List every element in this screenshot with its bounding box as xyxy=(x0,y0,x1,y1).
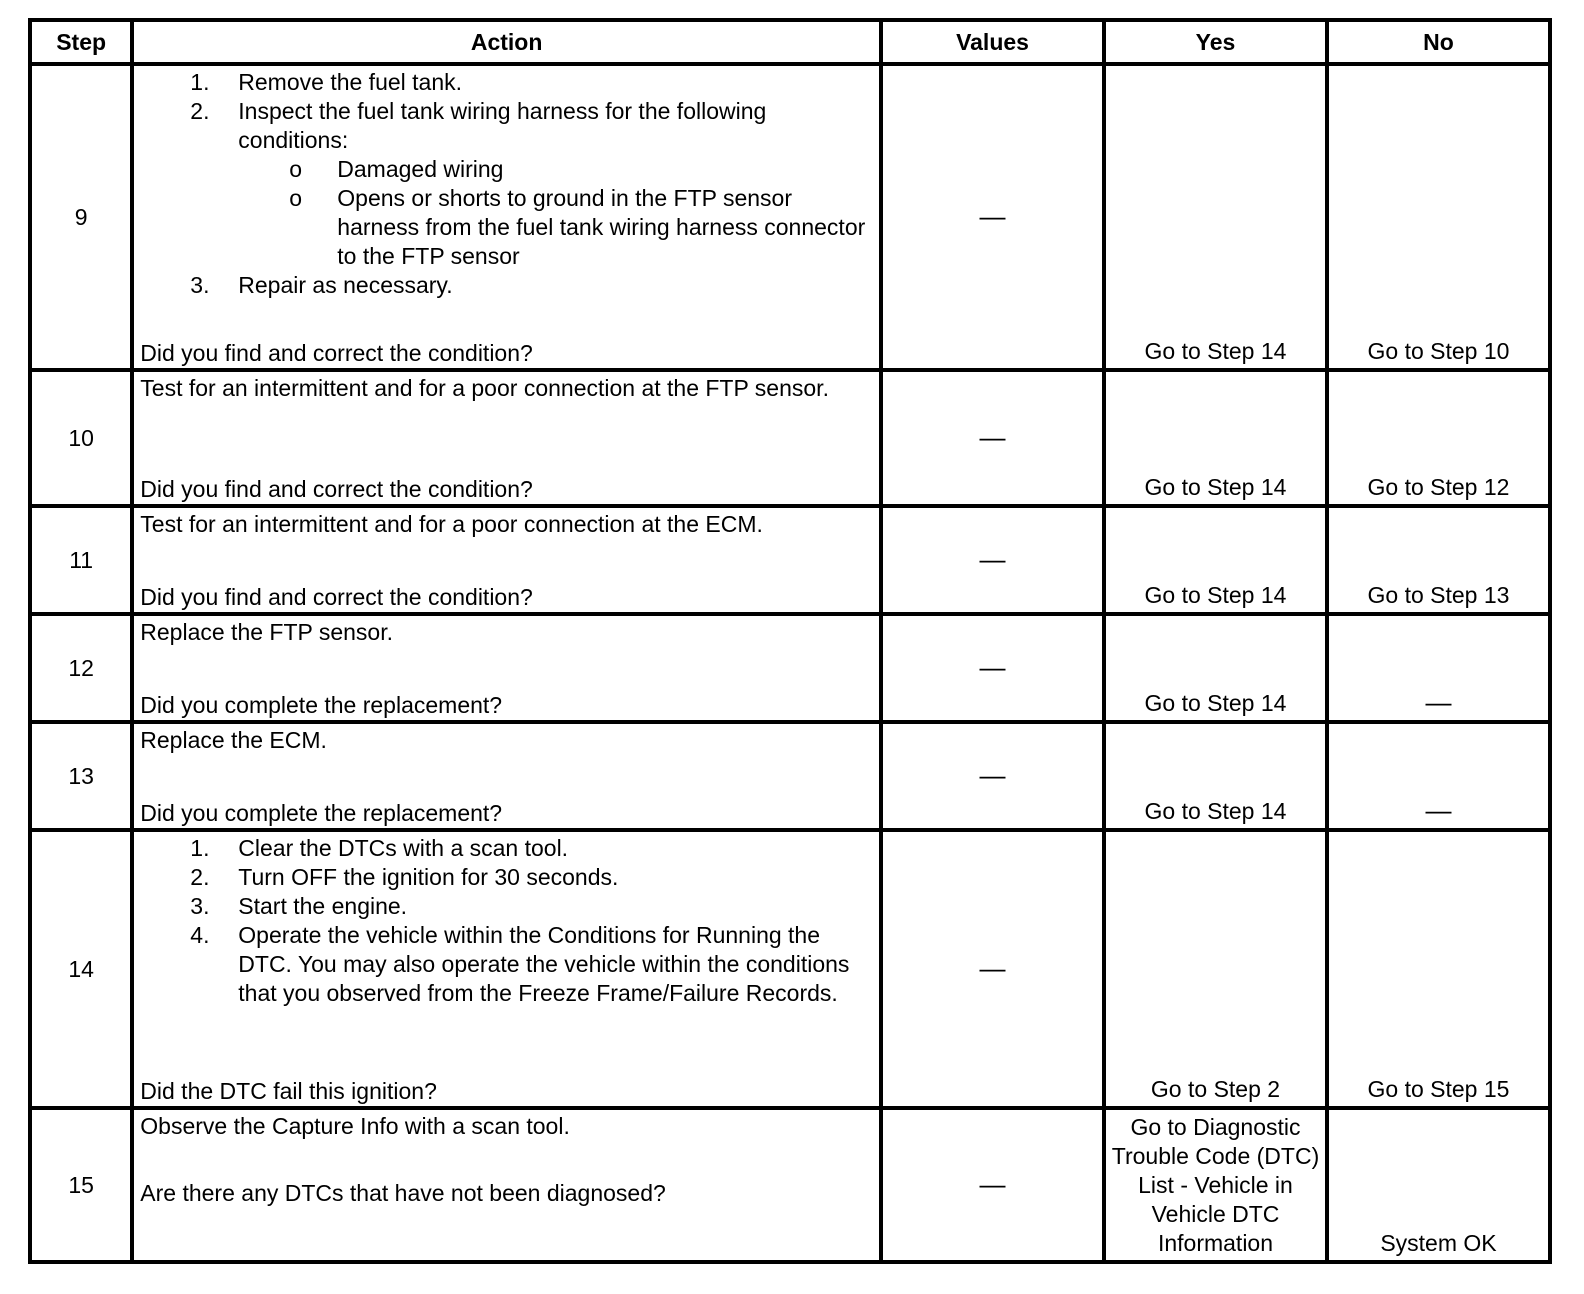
dash: — xyxy=(979,760,1006,790)
list-item: 4. Operate the vehicle within the Conditions for Running the DTC. You may also operate the vehicle within the conditions that you observed from the Freeze Frame/Failure Records. xyxy=(190,922,850,1006)
list-item: 2. Turn OFF the ignition for 30 seconds. xyxy=(190,864,619,890)
action-cell xyxy=(132,722,881,830)
yes-cell: Go to Step 14 xyxy=(1104,370,1327,506)
no-cell: Go to Step 13 xyxy=(1327,506,1550,614)
values-cell xyxy=(881,614,1104,722)
question: Did you complete the replacement? xyxy=(140,692,503,718)
action-cell xyxy=(132,1108,881,1262)
sub-conditions xyxy=(238,155,871,271)
yes-cell: Go to Diagnostic Trouble Code (DTC) List - Vehicle in Vehicle DTC Information xyxy=(1104,1108,1327,1262)
header-row xyxy=(30,20,1550,64)
header-yes: Yes xyxy=(1104,20,1327,64)
no-cell: Go to Step 12 xyxy=(1327,370,1550,506)
step-number: 10 xyxy=(30,370,132,506)
action-steps xyxy=(140,68,871,300)
question: Are there any DTCs that have not been diagnosed? xyxy=(140,1180,666,1206)
list-item: o Damaged wiring xyxy=(289,156,504,182)
yes-cell: Go to Step 14 xyxy=(1104,614,1327,722)
no-cell: Go to Step 15 xyxy=(1327,830,1550,1108)
table-row xyxy=(30,64,1550,370)
values-cell xyxy=(881,830,1104,1108)
list-item: 3. Start the engine. xyxy=(190,893,408,919)
action-cell xyxy=(132,506,881,614)
action-cell xyxy=(132,370,881,506)
list-item: 2. Inspect the fuel tank wiring harness for the following conditions: o Damaged wiring o Opens or shorts to ground in the FTP sensor harness from the fuel tank wiring harness connector to the FTP sensor xyxy=(238,97,871,271)
values-cell xyxy=(881,1108,1104,1262)
action-cell xyxy=(132,830,881,1108)
table-row xyxy=(30,370,1550,506)
table-row xyxy=(30,722,1550,830)
step-number: 12 xyxy=(30,614,132,722)
header-step: Step xyxy=(30,20,132,64)
list-item: 3. Repair as necessary. xyxy=(190,272,453,298)
yes-cell: Go to Step 14 xyxy=(1104,722,1327,830)
table-row xyxy=(30,614,1550,722)
dash: — xyxy=(1425,687,1452,717)
question: Did the DTC fail this ignition? xyxy=(140,1078,437,1104)
question: Did you find and correct the condition? xyxy=(140,476,533,502)
action-text: Replace the FTP sensor. xyxy=(140,619,393,645)
dash: — xyxy=(979,422,1006,452)
question: Did you complete the replacement? xyxy=(140,800,503,826)
header-action: Action xyxy=(132,20,881,64)
values-cell xyxy=(881,506,1104,614)
table-row xyxy=(30,506,1550,614)
table-row xyxy=(30,1108,1550,1262)
step-number: 15 xyxy=(30,1108,132,1262)
list-item: 1. Clear the DTCs with a scan tool. xyxy=(190,835,569,861)
question: Did you find and correct the condition? xyxy=(140,340,533,366)
no-cell: Go to Step 10 xyxy=(1327,64,1550,370)
values-cell xyxy=(881,64,1104,370)
dash: — xyxy=(979,1169,1006,1199)
list-item: o Opens or shorts to ground in the FTP sensor harness from the fuel tank wiring harness connector to the FTP sensor xyxy=(289,185,866,269)
action-text: Replace the ECM. xyxy=(140,727,327,753)
no-cell: System OK xyxy=(1327,1108,1550,1262)
table-row xyxy=(30,830,1550,1108)
header-no: No xyxy=(1327,20,1550,64)
dash: — xyxy=(979,953,1006,983)
values-cell xyxy=(881,722,1104,830)
diagnostic-table xyxy=(28,18,1552,1264)
values-cell xyxy=(881,370,1104,506)
list-item: 1. Remove the fuel tank. xyxy=(190,69,463,95)
dash: — xyxy=(979,544,1006,574)
no-cell xyxy=(1327,722,1550,830)
yes-cell: Go to Step 14 xyxy=(1104,64,1327,370)
action-text: Test for an intermittent and for a poor connection at the ECM. xyxy=(140,511,763,537)
action-cell xyxy=(132,614,881,722)
dash: — xyxy=(979,652,1006,682)
step-number: 13 xyxy=(30,722,132,830)
action-cell xyxy=(132,64,881,370)
action-text: Observe the Capture Info with a scan tool. xyxy=(140,1113,570,1139)
question: Did you find and correct the condition? xyxy=(140,584,533,610)
dash: — xyxy=(979,201,1006,231)
step-number: 14 xyxy=(30,830,132,1108)
action-text: Test for an intermittent and for a poor connection at the FTP sensor. xyxy=(140,375,829,401)
action-steps xyxy=(140,834,871,1008)
step-number: 9 xyxy=(30,64,132,370)
header-values: Values xyxy=(881,20,1104,64)
diagnostic-table-page xyxy=(28,18,1552,1264)
dash: — xyxy=(1425,795,1452,825)
yes-cell: Go to Step 14 xyxy=(1104,506,1327,614)
no-cell xyxy=(1327,614,1550,722)
yes-cell: Go to Step 2 xyxy=(1104,830,1327,1108)
step-number: 11 xyxy=(30,506,132,614)
